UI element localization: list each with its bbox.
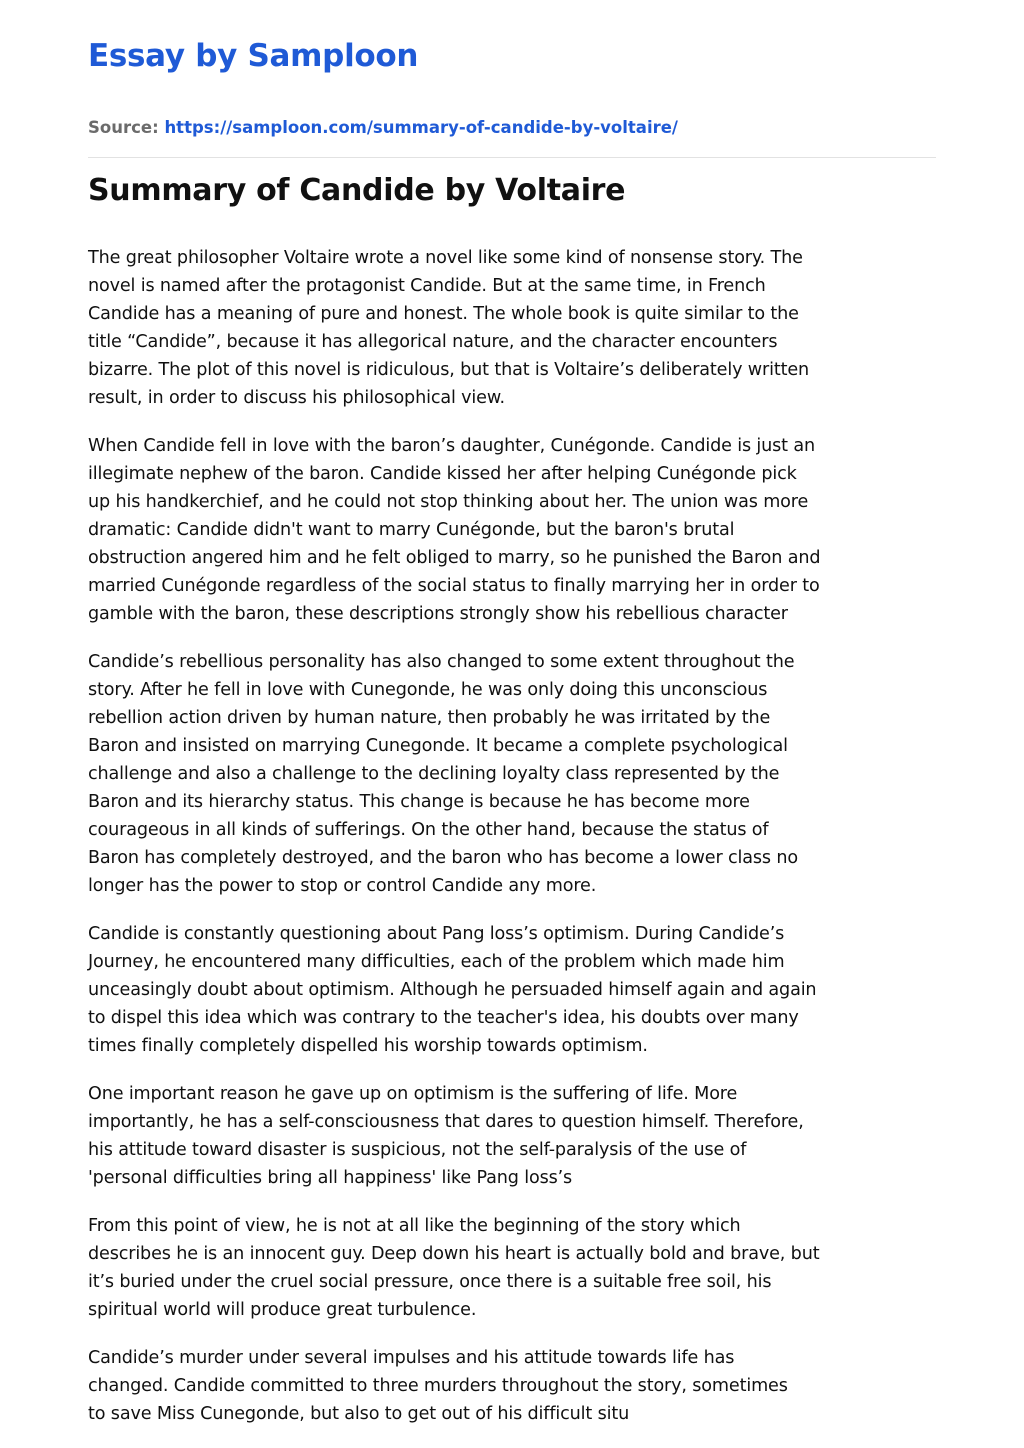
paragraph-line: story. After he fell in love with Cunegonde, he was only doing this unconscious [88,680,768,700]
paragraph-line: to save Miss Cunegonde, but also to get out of his difficult situ [88,1404,630,1424]
paragraph-line: Candide’s murder under several impulses and his attitude towards life has [88,1348,735,1368]
paragraph-line: describes he is an innocent guy. Deep down his heart is actually bold and brave, but [88,1244,820,1264]
header-divider [88,157,936,158]
paragraph-line: importantly, he has a self-consciousness that dares to question himself. Therefore, [88,1112,804,1132]
paragraph-line: up his handkerchief, and he could not stop thinking about her. The union was more [88,492,809,512]
paragraph-line: Baron and its hierarchy status. This change is because he has become more [88,792,750,812]
paragraph-line: gamble with the baron, these descriptions strongly show his rebellious character [88,604,788,624]
essay-paragraph [88,648,936,900]
paragraph-line: times finally completely dispelled his worship towards optimism. [88,1036,648,1056]
paragraph-line: result, in order to discuss his philosophical view. [88,388,505,408]
paragraph-line: Baron has completely destroyed, and the baron who has become a lower class no [88,848,798,868]
paragraph-line: courageous in all kinds of sufferings. On the other hand, because the status of [88,820,769,840]
essay-title: Summary of Candide by Voltaire [88,173,626,208]
paragraph-line: Candide is constantly questioning about Pang loss’s optimism. During Candide’s [88,924,785,944]
essay-paragraph [88,1080,936,1192]
paragraph-line: Journey, he encountered many difficulties, each of the problem which made him [88,952,785,972]
paragraph-line: 'personal difficulties bring all happiness' like Pang loss’s [88,1168,573,1188]
paragraph-line: married Cunégonde regardless of the social status to finally marrying her in order to [88,576,820,596]
paragraph-line: to dispel this idea which was contrary to the teacher's idea, his doubts over many [88,1008,799,1028]
site-brand: Essay by Samploon [88,38,419,74]
paragraph-line: it’s buried under the cruel social pressure, once there is a suitable free soil, his [88,1272,772,1292]
essay-body [88,244,936,1428]
essay-paragraph [88,1212,936,1324]
source-link[interactable]: https://samploon.com/summary-of-candide-by-voltaire/ [164,118,678,137]
paragraph-line: dramatic: Candide didn't want to marry Cunégonde, but the baron's brutal [88,520,735,540]
essay-paragraph [88,920,936,1060]
paragraph-line: Candide’s rebellious personality has also changed to some extent throughout the [88,652,795,672]
paragraph-line: bizarre. The plot of this novel is ridiculous, but that is Voltaire’s deliberately written [88,360,810,380]
paragraph-line: rebellion action driven by human nature, then probably he was irritated by the [88,708,771,728]
paragraph-line: novel is named after the protagonist Candide. But at the same time, in French [88,276,766,296]
paragraph-line: longer has the power to stop or control Candide any more. [88,876,597,896]
essay-paragraph [88,1344,936,1428]
essay-paragraph [88,432,936,628]
paragraph-line: The great philosopher Voltaire wrote a novel like some kind of nonsense story. The [88,248,803,268]
paragraph-line: One important reason he gave up on optimism is the suffering of life. More [88,1084,738,1104]
paragraph-line: When Candide fell in love with the baron’s daughter, Cunégonde. Candide is just an [88,436,815,456]
paragraph-line: unceasingly doubt about optimism. Although he persuaded himself again and again [88,980,817,1000]
paragraph-line: title “Candide”, because it has allegorical nature, and the character encounters [88,332,778,352]
essay-paragraph [88,244,936,412]
document-page [88,0,936,1448]
paragraph-line: his attitude toward disaster is suspicious, not the self-paralysis of the use of [88,1140,747,1160]
paragraph-line: obstruction angered him and he felt obliged to marry, so he punished the Baron and [88,548,821,568]
paragraph-line: From this point of view, he is not at all like the beginning of the story which [88,1216,741,1236]
source-line [88,116,936,140]
paragraph-line: Candide has a meaning of pure and honest. The whole book is quite similar to the [88,304,799,324]
paragraph-line: changed. Candide committed to three murders throughout the story, sometimes [88,1376,788,1396]
source-label: Source: [88,118,159,137]
paragraph-line: illegimate nephew of the baron. Candide kissed her after helping Cunégonde pick [88,464,797,484]
paragraph-line: challenge and also a challenge to the declining loyalty class represented by the [88,764,780,784]
paragraph-line: spiritual world will produce great turbulence. [88,1300,477,1320]
paragraph-line: Baron and insisted on marrying Cunegonde. It became a complete psychological [88,736,788,756]
